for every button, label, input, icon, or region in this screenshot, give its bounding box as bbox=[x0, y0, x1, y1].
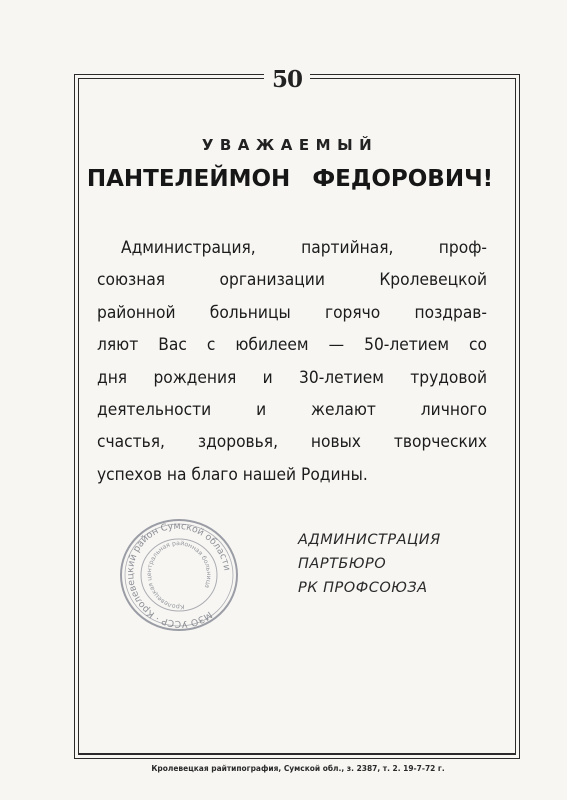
footer-rule bbox=[78, 753, 516, 754]
signatory-party-bureau: ПАРТБЮРО bbox=[298, 556, 387, 572]
printer-imprint: Кролевецкая райтипография, Сумской обл., з. 2387, т. 2. 19-7-72 г. bbox=[151, 763, 445, 773]
signatory-trade-union: РК ПРОФСОЮЗА bbox=[298, 580, 428, 596]
svg-text:МЗО УССР · Кролевецкий район С bbox=[118, 518, 240, 632]
stamp-outer-text: МЗО УССР · Кролевецкий район Сумской области bbox=[125, 520, 233, 630]
greeting-line: Администрация, партийная, проф- bbox=[121, 238, 487, 258]
greeting-line: дня рождения и 30-летием трудовой bbox=[97, 367, 487, 388]
greeting-line: деятельности и желают личного bbox=[97, 400, 487, 421]
greeting-line: успехов на благо нашей Родины. bbox=[97, 464, 368, 485]
greeting-line: ляют Вас с юбилеем — 50-летием со bbox=[97, 335, 487, 356]
salutation: УВАЖАЕМЫЙ bbox=[201, 136, 379, 154]
stamp-inner-text: Кролевецкая центральная районная больница bbox=[145, 540, 213, 611]
greeting-text bbox=[97, 232, 487, 491]
round-seal-stamp bbox=[118, 518, 240, 632]
addressee-name: ПАНТЕЛЕЙМОН ФЕДОРОВИЧ! bbox=[86, 166, 494, 192]
greeting-line: районной больницы горячо поздрав- bbox=[97, 302, 487, 323]
greeting-line: счастья, здоровья, новых творческих bbox=[97, 432, 487, 453]
anniversary-number: 50 bbox=[264, 66, 310, 92]
svg-text:Кролевецкая центральная районн bbox=[140, 535, 217, 616]
signatories bbox=[298, 528, 498, 600]
greeting-line: союзная организации Кролевецкой bbox=[97, 270, 487, 291]
signatory-administration: АДМИНИСТРАЦИЯ bbox=[298, 532, 441, 548]
